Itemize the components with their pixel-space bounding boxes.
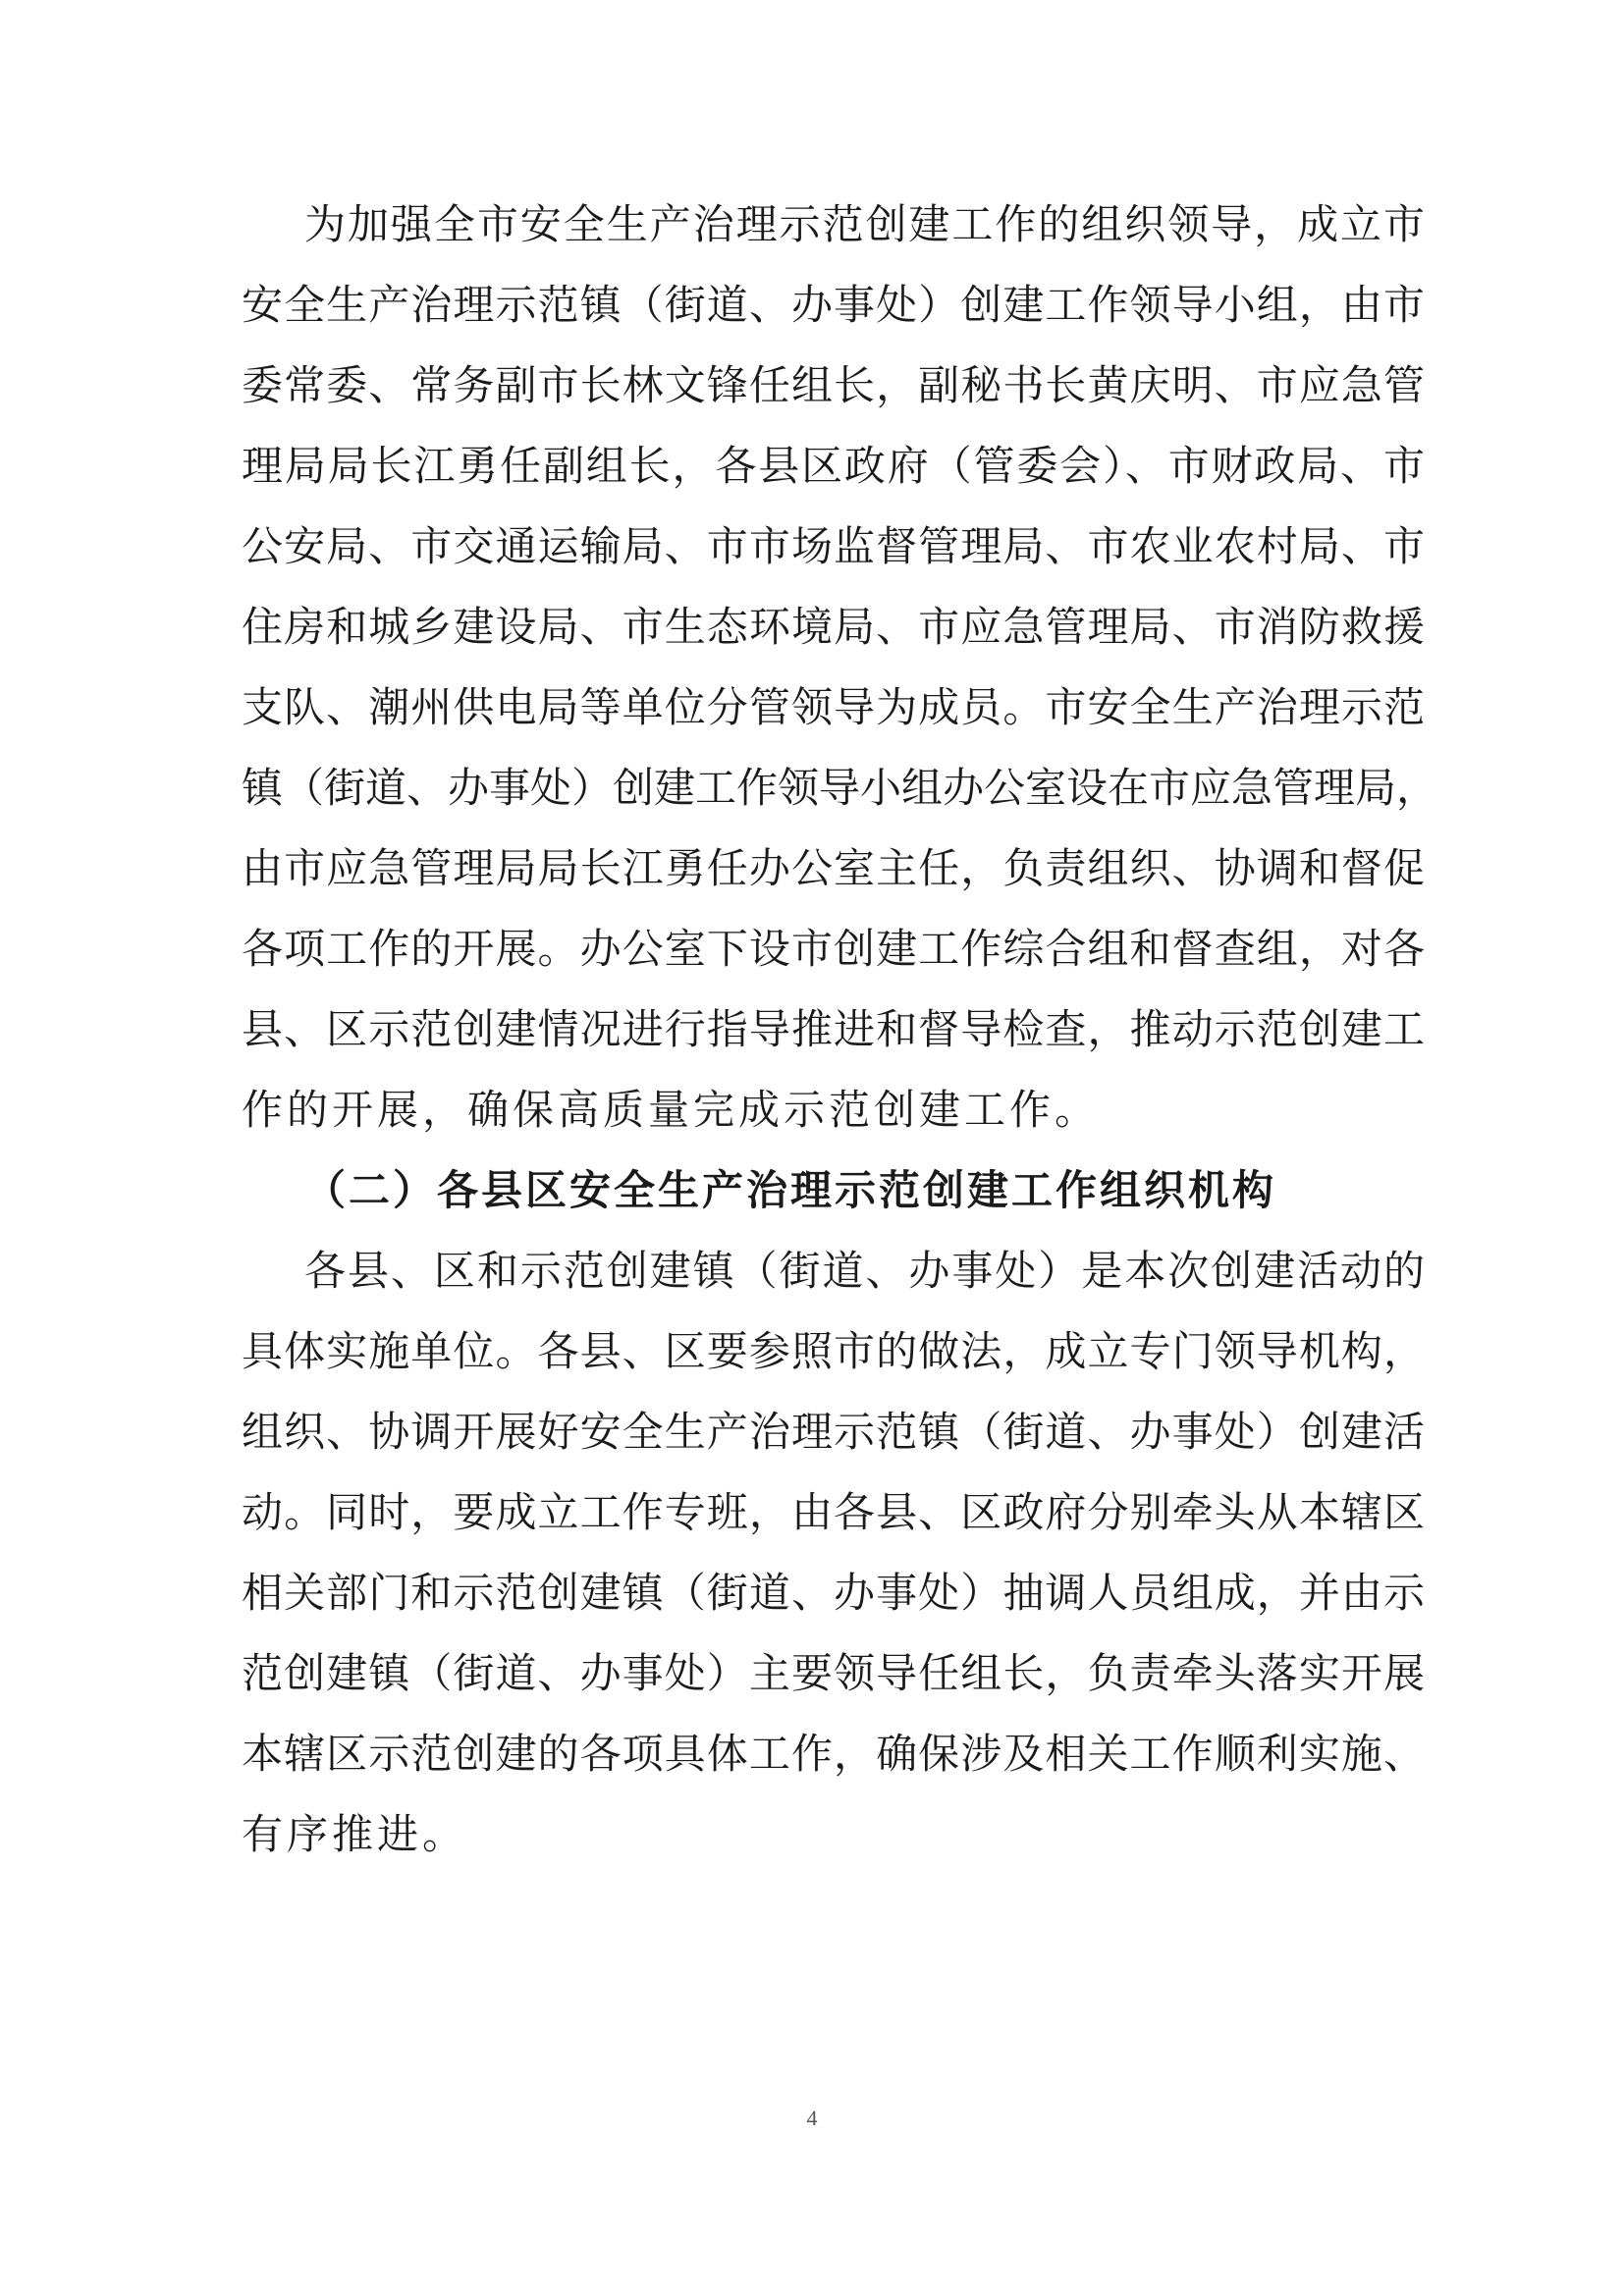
paragraph-line: 动。同时，要成立工作专班，由各县、区政府分别牵头从本辖区	[242, 1488, 1425, 1536]
paragraph-line: 安全生产治理示范镇（街道、办事处）创建工作领导小组，由市	[242, 281, 1425, 329]
paragraph-line: 组织、协调开展好安全生产治理示范镇（街道、办事处）创建活	[242, 1408, 1425, 1456]
paragraph-line: 各项工作的开展。办公室下设市创建工作综合组和督查组，对各	[242, 925, 1425, 973]
paragraph-line: 住房和城乡建设局、市生态环境局、市应急管理局、市消防救援	[242, 603, 1425, 651]
paragraph-line: 各县、区和示范创建镇（街道、办事处）是本次创建活动的	[304, 1247, 1425, 1295]
paragraph-line: 作的开展，确保高质量完成示范创建工作。	[242, 1086, 1101, 1134]
page-number: 4	[806, 2106, 818, 2130]
paragraph-line: 本辖区示范创建的各项具体工作，确保涉及相关工作顺利实施、	[242, 1730, 1425, 1778]
paragraph-line: 具体实施单位。各县、区要参照市的做法，成立专门领导机构，	[242, 1327, 1425, 1375]
paragraph-line: 范创建镇（街道、办事处）主要领导任组长，负责牵头落实开展	[242, 1649, 1425, 1697]
paragraph-line: 由市应急管理局局长江勇任办公室主任，负责组织、协调和督促	[242, 844, 1425, 892]
paragraph-line: 相关部门和示范创建镇（街道、办事处）抽调人员组成，并由示	[242, 1569, 1425, 1617]
paragraph-line: 委常委、常务副市长林文锋任组长，副秘书长黄庆明、市应急管	[242, 361, 1425, 409]
paragraph-line: 理局局长江勇任副组长，各县区政府（管委会）、市财政局、市	[242, 442, 1425, 490]
paragraph-line: 为加强全市安全生产治理示范创建工作的组织领导，成立市	[304, 200, 1425, 248]
paragraph-line: 县、区示范创建情况进行指导推进和督导检查，推动示范创建工	[242, 1005, 1425, 1053]
paragraph-line: 公安局、市交通运输局、市市场监督管理局、市农业农村局、市	[242, 522, 1425, 570]
section-heading: （二）各县区安全生产治理示范创建工作组织机构	[304, 1166, 1277, 1214]
paragraph-line: 有序推进。	[242, 1810, 468, 1858]
paragraph-line: 支队、潮州供电局等单位分管领导为成员。市安全生产治理示范	[242, 683, 1425, 731]
paragraph-line: 镇（街道、办事处）创建工作领导小组办公室设在市应急管理局，	[242, 764, 1438, 812]
